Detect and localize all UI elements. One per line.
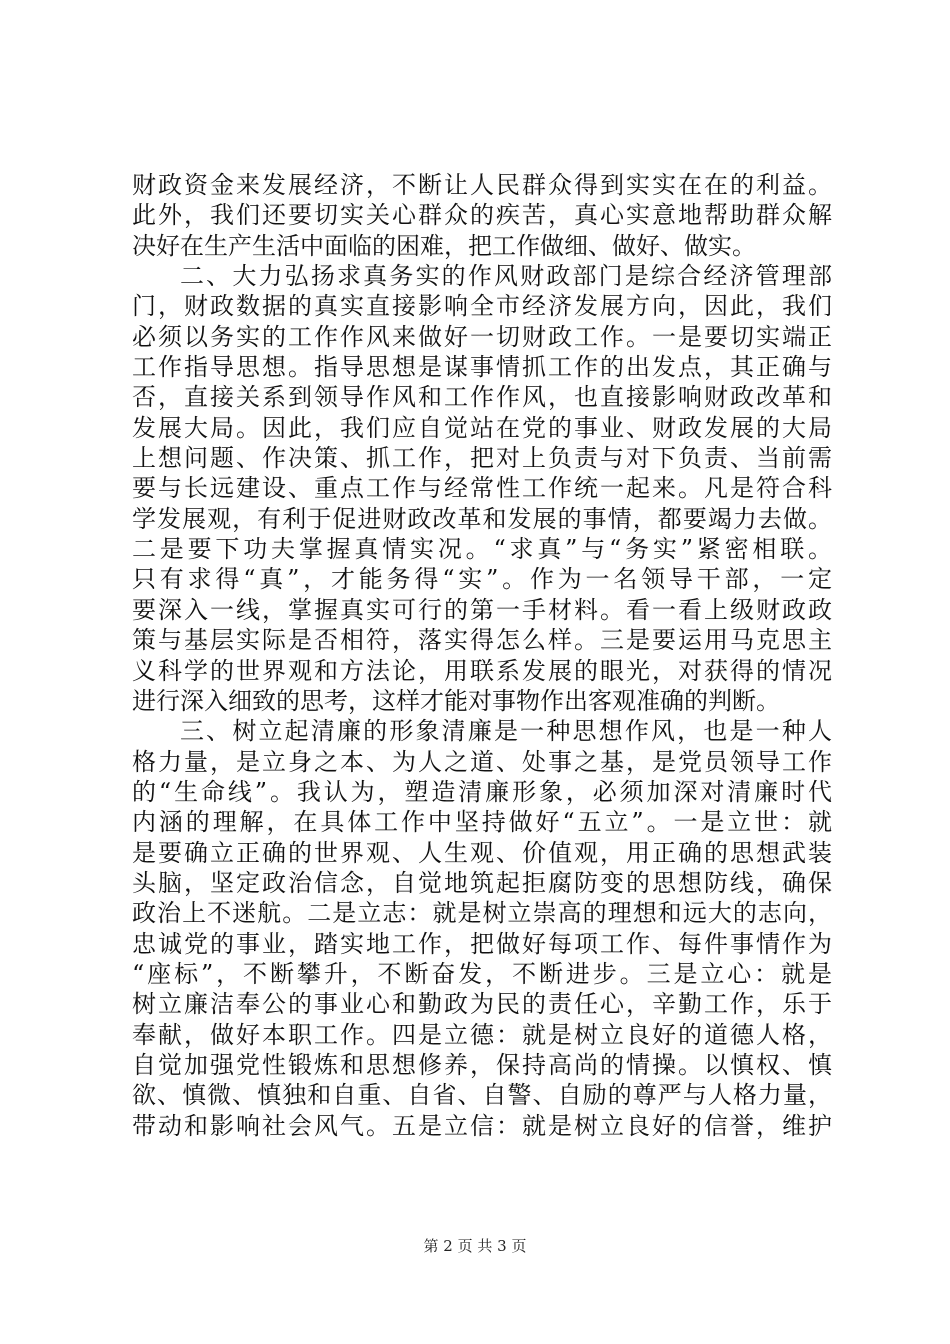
text-line: 树立廉洁奉公的事业心和勤政为民的责任心，辛勤工作，乐于 bbox=[132, 990, 832, 1019]
text-line: 政治上不迷航。二是立志：就是树立崇高的理想和远大的志向， bbox=[132, 899, 832, 928]
text-line: 否，直接关系到领导作风和工作作风，也直接影响财政改革和 bbox=[132, 383, 832, 412]
text-line: 上想问题、作决策、抓工作，把对上负责与对下负责、当前需 bbox=[132, 444, 832, 473]
text-line: 内涵的理解，在具体工作中坚持做好“五立”。一是立世：就 bbox=[132, 808, 832, 837]
text-line: 奉献，做好本职工作。四是立德：就是树立良好的道德人格， bbox=[132, 1020, 832, 1049]
section-heading-line: 三、树立起清廉的形象清廉是一种思想作风，也是一种人 bbox=[180, 717, 832, 746]
text-line: 欲、慎微、慎独和自重、自省、自警、自励的尊严与人格力量， bbox=[132, 1081, 832, 1110]
text-line: 财政资金来发展经济，不断让人民群众得到实实在在的利益。 bbox=[132, 171, 832, 199]
text-line: 只有求得“真”，才能务得“实”。作为一名领导干部，一定 bbox=[132, 565, 832, 594]
text-line: 自觉加强党性锻炼和思想修养，保持高尚的情操。以慎权、慎 bbox=[132, 1050, 832, 1079]
text-line: 格力量，是立身之本、为人之道、处事之基，是党员领导工作 bbox=[132, 747, 832, 776]
text-line: 头脑，坚定政治信念，自觉地筑起拒腐防变的思想防线，确保 bbox=[132, 868, 832, 897]
text-line: 学发展观，有利于促进财政改革和发展的事情，都要竭力去做。 bbox=[132, 504, 832, 533]
text-line: 二是要下功夫掌握真情实况。“求真”与“务实”紧密相联。 bbox=[132, 535, 832, 564]
text-line: 必须以务实的工作作风来做好一切财政工作。一是要切实端正 bbox=[132, 322, 832, 351]
text-line: 要与长远建设、重点工作与经常性工作统一起来。凡是符合科 bbox=[132, 474, 832, 503]
text-line: 此外，我们还要切实关心群众的疾苦，真心实意地帮助群众解 bbox=[132, 201, 832, 230]
text-line: “座标”，不断攀升，不断奋发，不断进步。三是立心：就是 bbox=[132, 959, 832, 988]
text-line: 发展大局。因此，我们应自觉站在党的事业、财政发展的大局 bbox=[132, 413, 832, 442]
section-heading-line: 二、大力弘扬求真务实的作风财政部门是综合经济管理部 bbox=[180, 262, 832, 291]
text-line: 忠诚党的事业，踏实地工作，把做好每项工作、每件事情作为 bbox=[132, 929, 832, 958]
text-line: 义科学的世界观和方法论，用联系发展的眼光，对获得的情况 bbox=[132, 656, 832, 685]
text-line: 带动和影响社会风气。五是立信：就是树立良好的信誉，维护 bbox=[132, 1111, 832, 1140]
text-line: 进行深入细致的思考，这样才能对事物作出客观准确的判断。 bbox=[132, 686, 780, 715]
text-line: 门，财政数据的真实直接影响全市经济发展方向，因此，我们 bbox=[132, 292, 832, 321]
text-line: 的“生命线”。我认为，塑造清廉形象，必须加深对清廉时代 bbox=[132, 777, 832, 806]
document-body bbox=[132, 170, 832, 1141]
text-line: 工作指导思想。指导思想是谋事情抓工作的出发点，其正确与 bbox=[132, 353, 832, 382]
text-line: 策与基层实际是否相符，落实得怎么样。三是要运用马克思主 bbox=[132, 626, 832, 655]
text-line: 要深入一线，掌握真实可行的第一手材料。看一看上级财政政 bbox=[132, 595, 832, 624]
text-line: 决好在生产生活中面临的困难，把工作做细、做好、做实。 bbox=[132, 231, 756, 260]
page-number-footer: 第 2 页 共 3 页 bbox=[423, 1237, 527, 1255]
text-line: 是要确立正确的世界观、人生观、价值观，用正确的思想武装 bbox=[132, 838, 832, 867]
